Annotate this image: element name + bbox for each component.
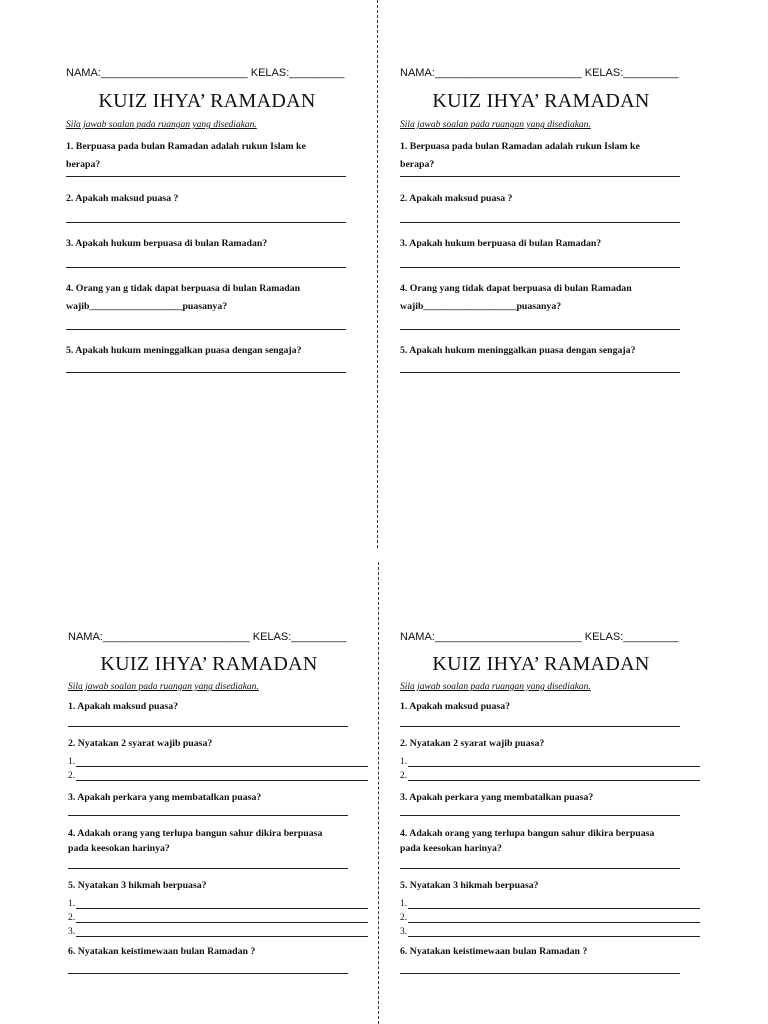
- kelas-field[interactable]: KELAS:_________: [250, 67, 345, 79]
- question-3: 3. Apakah hukum berpuasa di bulan Ramadan?: [400, 238, 602, 249]
- kelas-field[interactable]: KELAS:_________: [584, 631, 679, 643]
- question-1: 1. Apakah maksud puasa?: [400, 701, 510, 712]
- question-6: 6. Nyatakan keistimewaan bulan Ramadan ?: [400, 946, 588, 957]
- question-4: 4. Orang yan g tidak dapat berpuasa di bulan Ramadan wajib___________________puasanya?: [66, 283, 301, 312]
- answer-line-1[interactable]: [68, 726, 348, 727]
- answer-line-5-1[interactable]: 1.: [400, 895, 700, 909]
- answer-line-5-3[interactable]: 3.: [68, 923, 368, 937]
- answer-line-4[interactable]: [66, 329, 346, 330]
- answer-line-3[interactable]: [400, 815, 680, 816]
- answer-line-1[interactable]: [400, 726, 680, 727]
- answer-line-5-3[interactable]: 3.: [400, 923, 700, 937]
- question-2: 2. Nyatakan 2 syarat wajib puasa?: [68, 738, 213, 749]
- kelas-field[interactable]: KELAS:_________: [584, 67, 679, 79]
- answer-line-4[interactable]: [400, 868, 680, 869]
- answer-line-5-2[interactable]: 2.: [400, 909, 700, 923]
- question-4: 4. Adakah orang yang terlupa bangun sahur dikira berpuasa pada keesokan harinya?: [68, 828, 323, 854]
- answer-line-4[interactable]: [400, 329, 680, 330]
- question-5: 5. Apakah hukum meninggalkan puasa dengan sengaja?: [66, 345, 302, 356]
- nama-field[interactable]: NAMA:________________________: [400, 631, 582, 643]
- answer-line-5[interactable]: [66, 372, 346, 373]
- answer-line-2-2[interactable]: 2.: [68, 767, 368, 781]
- quiz-card-bottom-left: [68, 631, 368, 974]
- kelas-field[interactable]: KELAS:_________: [252, 631, 347, 643]
- question-2: 2. Nyatakan 2 syarat wajib puasa?: [400, 738, 545, 749]
- answer-line-2-1[interactable]: 1.: [400, 753, 700, 767]
- name-class-row: [400, 631, 700, 643]
- cut-line-bottom: [378, 562, 379, 1024]
- answer-line-1[interactable]: [66, 176, 346, 177]
- quiz-card-top-left: [66, 67, 366, 373]
- quiz-card-top-right: [400, 67, 700, 373]
- answer-line-5[interactable]: [400, 372, 680, 373]
- cut-line-top: [377, 0, 378, 548]
- answer-line-2[interactable]: [400, 222, 680, 223]
- answer-line-5-1[interactable]: 1.: [68, 895, 368, 909]
- question-6: 6. Nyatakan keistimewaan bulan Ramadan ?: [68, 946, 256, 957]
- answer-line-1[interactable]: [400, 176, 680, 177]
- question-3: 3. Apakah hukum berpuasa di bulan Ramadan?: [66, 238, 268, 249]
- question-4: 4. Orang yang tidak dapat berpuasa di bulan Ramadan wajib___________________puasanya?: [400, 283, 632, 312]
- question-5: 5. Nyatakan 3 hikmah berpuasa?: [68, 880, 207, 891]
- question-2: 2. Apakah maksud puasa ?: [400, 193, 513, 204]
- question-2: 2. Apakah maksud puasa ?: [66, 193, 179, 204]
- name-class-row: [400, 67, 700, 79]
- answer-line-6[interactable]: [68, 973, 348, 974]
- instruction: Sila jawab soalan pada ruangan yang disediakan.: [400, 682, 591, 692]
- question-1: 1. Apakah maksud puasa?: [68, 701, 178, 712]
- name-class-row: [68, 631, 368, 643]
- question-5: 5. Nyatakan 3 hikmah berpuasa?: [400, 880, 539, 891]
- instruction: Sila jawab soalan pada ruangan yang disediakan.: [66, 120, 257, 130]
- quiz-card-bottom-right: [400, 631, 700, 974]
- nama-field[interactable]: NAMA:________________________: [68, 631, 250, 643]
- nama-field[interactable]: NAMA:________________________: [66, 67, 248, 79]
- instruction: Sila jawab soalan pada ruangan yang disediakan.: [68, 682, 259, 692]
- question-5: 5. Apakah hukum meninggalkan puasa dengan sengaja?: [400, 345, 636, 356]
- question-1: 1. Berpuasa pada bulan Ramadan adalah rukun Islam ke berapa?: [400, 141, 640, 170]
- answer-line-4[interactable]: [68, 868, 348, 869]
- quiz-title: KUIZ IHYA’ RAMADAN: [432, 653, 650, 675]
- question-4: 4. Adakah orang yang terlupa bangun sahur dikira berpuasa pada keesokan harinya?: [400, 828, 655, 854]
- answer-line-3[interactable]: [66, 267, 346, 268]
- instruction: Sila jawab soalan pada ruangan yang disediakan.: [400, 120, 591, 130]
- quiz-title: KUIZ IHYA’ RAMADAN: [98, 90, 316, 112]
- question-3: 3. Apakah perkara yang membatalkan puasa?: [400, 792, 594, 803]
- answer-line-2-2[interactable]: 2.: [400, 767, 700, 781]
- answer-line-2[interactable]: [66, 222, 346, 223]
- answer-line-2-1[interactable]: 1.: [68, 753, 368, 767]
- answer-line-6[interactable]: [400, 973, 680, 974]
- answer-line-3[interactable]: [400, 267, 680, 268]
- name-class-row: [66, 67, 366, 79]
- answer-line-5-2[interactable]: 2.: [68, 909, 368, 923]
- quiz-title: KUIZ IHYA’ RAMADAN: [100, 653, 318, 675]
- answer-line-3[interactable]: [68, 815, 348, 816]
- question-3: 3. Apakah perkara yang membatalkan puasa?: [68, 792, 262, 803]
- nama-field[interactable]: NAMA:________________________: [400, 67, 582, 79]
- quiz-title: KUIZ IHYA’ RAMADAN: [432, 90, 650, 112]
- question-1: 1. Berpuasa pada bulan Ramadan adalah rukun Islam ke berapa?: [66, 141, 306, 170]
